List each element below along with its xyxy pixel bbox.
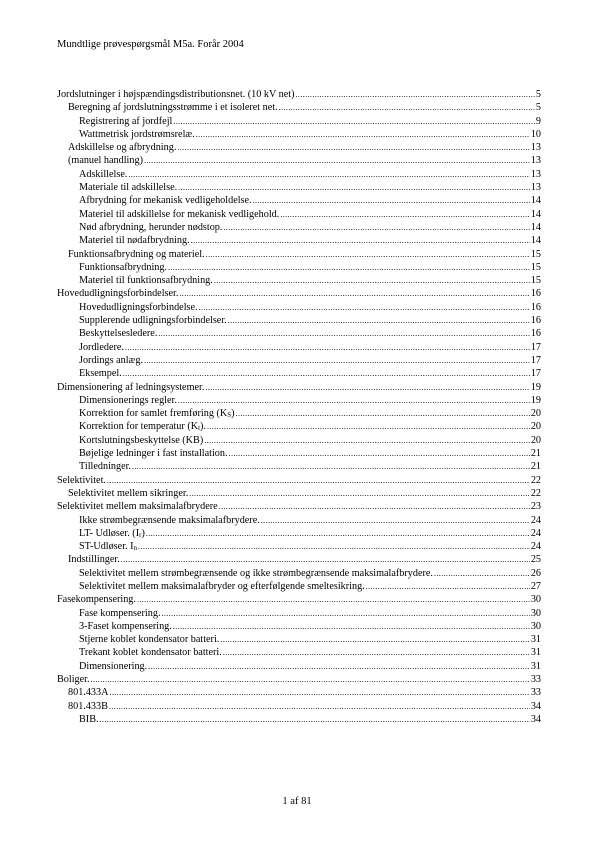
- toc-leader-dots: [178, 394, 530, 407]
- toc-entry-label: (manuel handling): [68, 155, 143, 167]
- toc-entry-label: Beskyttelsesledere.: [79, 328, 158, 340]
- toc-entry-label: Korrektion for samlet fremføring $(K_S)$: [79, 408, 235, 420]
- toc-entry[interactable]: [57, 327, 541, 340]
- toc-leader-dots: [137, 593, 530, 606]
- toc-entry-page: 16: [530, 301, 541, 313]
- toc-entry-page: 24: [530, 527, 541, 539]
- toc-entry-subscript: S: [227, 411, 232, 420]
- toc-entry[interactable]: [57, 101, 541, 114]
- toc-entry[interactable]: [57, 381, 541, 394]
- toc-leader-dots: [109, 700, 530, 713]
- toc-entry[interactable]: [57, 447, 541, 460]
- toc-entry[interactable]: [57, 580, 541, 593]
- toc-entry-label: Beregning af jordslutningsstrømme i et isoleret net.: [68, 102, 278, 114]
- toc-entry[interactable]: [57, 553, 541, 566]
- toc-entry-page: 17: [530, 368, 541, 380]
- toc-leader-dots: [178, 181, 530, 194]
- toc-entry[interactable]: [57, 500, 541, 513]
- toc-leader-dots: [196, 128, 530, 141]
- toc-entry[interactable]: [57, 620, 541, 633]
- toc-entry-label: Selektivitet mellem strømbegrænsende og ikke strømbegrænsende maksimalafbrydere.: [79, 567, 433, 579]
- toc-entry-page: 31: [530, 647, 541, 659]
- toc-entry[interactable]: [57, 407, 541, 420]
- toc-leader-dots: [173, 115, 535, 128]
- toc-entry[interactable]: [57, 700, 541, 713]
- toc-entry-page: 22: [530, 487, 541, 499]
- toc-leader-dots: [366, 580, 530, 593]
- toc-entry[interactable]: [57, 646, 541, 659]
- page-header: Mundtlige prøvespørgsmål M5a. Forår 2004: [57, 39, 244, 50]
- toc-entry-page: 19: [530, 381, 541, 393]
- toc-entry-page: 14: [530, 208, 541, 220]
- toc-entry-page: 17: [530, 341, 541, 353]
- toc-entry-label: Adskillelse.: [79, 168, 128, 180]
- toc-leader-dots: [144, 154, 530, 167]
- toc-leader-dots: [191, 234, 530, 247]
- toc-leader-dots: [100, 713, 530, 726]
- toc-entry[interactable]: [57, 221, 541, 234]
- toc-leader-dots: [123, 367, 530, 380]
- toc-entry[interactable]: [57, 514, 541, 527]
- toc-entry-page: 13: [530, 142, 541, 154]
- toc-entry-label: Dimensionering.: [79, 660, 148, 672]
- toc-leader-dots: [148, 660, 530, 673]
- toc-leader-dots: [228, 314, 530, 327]
- toc-entry-page: 20: [530, 434, 541, 446]
- toc-entry-page: 10: [530, 128, 541, 140]
- toc-leader-dots: [219, 500, 530, 513]
- toc-entry[interactable]: [57, 673, 541, 686]
- toc-entry-label: ST-Udløser. $I_n$: [79, 541, 138, 553]
- toc-leader-dots: [107, 474, 530, 487]
- toc-entry-label: Wattmetrisk jordstrømsrelæ.: [79, 128, 195, 140]
- toc-entry-page: 14: [530, 221, 541, 233]
- table-of-contents: [57, 88, 541, 726]
- toc-entry[interactable]: [57, 527, 541, 540]
- toc-leader-dots: [162, 607, 530, 620]
- toc-entry-label: Trekant koblet kondensator batteri.: [79, 647, 222, 659]
- toc-leader-dots: [125, 341, 530, 354]
- toc-entry-label: Materiel til nødafbrydning.: [79, 235, 190, 247]
- toc-entry-page: 16: [530, 288, 541, 300]
- toc-entry-label: 801.433B: [68, 700, 108, 712]
- toc-leader-dots: [189, 487, 530, 500]
- toc-entry[interactable]: [57, 540, 541, 553]
- toc-entry-label: Bøjelige ledninger i fast installation.: [79, 448, 228, 460]
- toc-entry-label: Kortslutningsbeskyttelse (KB): [79, 434, 204, 446]
- toc-entry-subscript: t: [198, 424, 201, 433]
- toc-entry[interactable]: [57, 487, 541, 500]
- toc-entry-subscript: r: [139, 530, 142, 539]
- toc-entry[interactable]: [57, 420, 541, 433]
- toc-entry[interactable]: [57, 181, 541, 194]
- toc-entry[interactable]: [57, 194, 541, 207]
- toc-entry-page: 5: [535, 89, 541, 100]
- toc-entry-page: 34: [530, 713, 541, 725]
- toc-leader-dots: [109, 686, 529, 699]
- toc-leader-dots: [173, 620, 530, 633]
- toc-leader-dots: [220, 633, 529, 646]
- toc-entry-label: Supplerende udligningsforbindelser.: [79, 315, 227, 327]
- toc-leader-dots: [296, 88, 535, 101]
- toc-entry[interactable]: [57, 460, 541, 473]
- toc-entry-label: Hovedudligningsforbindelse.: [79, 301, 198, 313]
- toc-entry[interactable]: [57, 128, 541, 141]
- toc-entry-label: Selektivitet mellem maksimalafbrydere: [57, 501, 218, 513]
- toc-leader-dots: [168, 261, 530, 274]
- toc-entry-page: 30: [530, 607, 541, 619]
- toc-leader-dots: [144, 354, 530, 367]
- toc-entry-label: Dimensionering af ledningsystemer.: [57, 381, 205, 393]
- toc-entry[interactable]: [57, 88, 541, 101]
- toc-entry-label: Materiale til adskillelse.: [79, 182, 178, 194]
- toc-entry-label: Funktionsafbrydning.: [79, 261, 168, 273]
- toc-leader-dots: [138, 540, 530, 553]
- toc-leader-dots: [121, 553, 530, 566]
- toc-leader-dots: [253, 194, 530, 207]
- toc-entry-page: 16: [530, 328, 541, 340]
- toc-entry-subscript: n: [133, 544, 138, 553]
- toc-leader-dots: [146, 527, 530, 540]
- toc-entry-page: 15: [530, 275, 541, 287]
- toc-entry-page: 30: [530, 620, 541, 632]
- toc-entry[interactable]: [57, 314, 541, 327]
- toc-entry[interactable]: [57, 713, 541, 726]
- toc-entry[interactable]: [57, 434, 541, 447]
- toc-entry-label: Korrektion for temperatur $(K_t)$.: [79, 421, 206, 433]
- toc-entry[interactable]: [57, 394, 541, 407]
- toc-entry[interactable]: [57, 287, 541, 300]
- toc-entry-label: 801.433A: [68, 687, 109, 699]
- toc-entry-label: Registrering af jordfejl: [79, 115, 173, 127]
- toc-entry[interactable]: [57, 168, 541, 181]
- toc-entry-page: 24: [530, 541, 541, 553]
- toc-entry[interactable]: [57, 261, 541, 274]
- toc-leader-dots: [434, 567, 530, 580]
- toc-entry-page: 33: [530, 674, 541, 686]
- toc-entry[interactable]: [57, 234, 541, 247]
- toc-entry-page: 14: [530, 195, 541, 207]
- toc-entry-page: 23: [530, 501, 541, 513]
- toc-entry[interactable]: [57, 341, 541, 354]
- toc-entry-label: Jordslutninger i højspændingsdistributionsnet. (10 kV net): [57, 89, 295, 100]
- toc-entry-page: 9: [535, 115, 541, 127]
- toc-entry[interactable]: [57, 474, 541, 487]
- toc-leader-dots: [261, 514, 530, 527]
- toc-leader-dots: [179, 287, 529, 300]
- toc-entry[interactable]: [57, 593, 541, 606]
- toc-leader-dots: [214, 274, 530, 287]
- toc-entry-page: 31: [530, 660, 541, 672]
- toc-entry-page: 21: [530, 461, 541, 473]
- toc-leader-dots: [199, 301, 530, 314]
- toc-entry-page: 13: [530, 168, 541, 180]
- toc-entry-label: Ikke strømbegrænsende maksimalafbrydere.: [79, 514, 260, 526]
- toc-entry-label: Fasekompensering.: [57, 594, 136, 606]
- toc-entry-page: 16: [530, 315, 541, 327]
- toc-entry[interactable]: [57, 354, 541, 367]
- toc-leader-dots: [279, 101, 535, 114]
- toc-leader-dots: [91, 673, 530, 686]
- toc-entry-page: 15: [530, 248, 541, 260]
- toc-leader-dots: [206, 248, 530, 261]
- toc-entry-page: 27: [530, 580, 541, 592]
- toc-entry[interactable]: [57, 567, 541, 580]
- toc-entry-label: Jordings anlæg.: [79, 354, 143, 366]
- toc-entry-label: LT- Udløser. $(I_r)$: [79, 527, 145, 539]
- page-number: 1 af 81: [282, 796, 312, 807]
- toc-leader-dots: [132, 460, 530, 473]
- toc-entry-page: 5: [535, 102, 541, 114]
- toc-entry-page: 31: [530, 634, 541, 646]
- toc-entry-page: 26: [530, 567, 541, 579]
- toc-entry-page: 30: [530, 594, 541, 606]
- toc-entry-label: Nød afbrydning, herunder nødstop.: [79, 221, 223, 233]
- toc-entry[interactable]: [57, 248, 541, 261]
- toc-leader-dots: [280, 208, 530, 221]
- toc-leader-dots: [204, 434, 530, 447]
- toc-entry[interactable]: [57, 607, 541, 620]
- toc-entry-label: Adskillelse og afbrydning.: [68, 142, 177, 154]
- toc-entry[interactable]: [57, 633, 541, 646]
- toc-entry[interactable]: [57, 367, 541, 380]
- toc-entry-page: 15: [530, 261, 541, 273]
- toc-entry[interactable]: [57, 208, 541, 221]
- toc-entry-label: Materiel til adskillelse for mekanisk vedligehold.: [79, 208, 280, 220]
- toc-entry-page: 22: [530, 474, 541, 486]
- toc-leader-dots: [236, 407, 530, 420]
- toc-leader-dots: [207, 420, 530, 433]
- toc-entry-page: 34: [530, 700, 541, 712]
- toc-entry-page: 33: [530, 687, 541, 699]
- toc-entry[interactable]: [57, 301, 541, 314]
- toc-entry[interactable]: [57, 660, 541, 673]
- toc-entry-label: Eksempel.: [79, 368, 122, 380]
- toc-entry-label: Dimensionerings regler.: [79, 394, 177, 406]
- toc-entry-label: Materiel til funktionsafbrydning.: [79, 275, 213, 287]
- toc-entry-label: Afbrydning for mekanisk vedligeholdelse.: [79, 195, 252, 207]
- toc-entry[interactable]: [57, 686, 541, 699]
- toc-entry[interactable]: [57, 141, 541, 154]
- toc-entry-label: Indstillinger.: [68, 554, 120, 566]
- toc-entry-label: Selektivitet mellem sikringer.: [68, 487, 189, 499]
- toc-entry-page: 13: [530, 155, 541, 167]
- toc-entry-page: 24: [530, 514, 541, 526]
- toc-leader-dots: [223, 646, 530, 659]
- toc-entry-label: Stjerne koblet kondensator batteri.: [79, 634, 220, 646]
- toc-entry-label: Fase kompensering.: [79, 607, 161, 619]
- toc-entry[interactable]: [57, 154, 541, 167]
- toc-leader-dots: [128, 168, 529, 181]
- toc-leader-dots: [205, 381, 529, 394]
- toc-entry-page: 20: [530, 421, 541, 433]
- toc-leader-dots: [223, 221, 529, 234]
- toc-entry-label: Boliger.: [57, 674, 90, 686]
- toc-entry-page: 14: [530, 235, 541, 247]
- toc-entry-page: 17: [530, 354, 541, 366]
- toc-entry-label: Hovedudligningsforbindelser.: [57, 288, 179, 300]
- toc-entry-page: 21: [530, 448, 541, 460]
- toc-entry-label: BIB.: [79, 713, 99, 725]
- toc-leader-dots: [158, 327, 529, 340]
- toc-entry-label: Selektivitet.: [57, 474, 106, 486]
- toc-leader-dots: [177, 141, 529, 154]
- toc-entry-label: Selektivitet mellem maksimalafbryder og efterfølgende smeltesikring.: [79, 580, 365, 592]
- toc-entry-label: 3-Faset kompensering.: [79, 620, 172, 632]
- toc-entry-page: 19: [530, 394, 541, 406]
- toc-entry-label: Jordledere.: [79, 341, 124, 353]
- toc-entry-page: 20: [530, 408, 541, 420]
- toc-leader-dots: [229, 447, 530, 460]
- toc-entry-label: Tilledninger.: [79, 461, 131, 473]
- toc-entry-page: 25: [530, 554, 541, 566]
- toc-entry-page: 13: [530, 182, 541, 194]
- toc-entry[interactable]: [57, 115, 541, 128]
- toc-entry[interactable]: [57, 274, 541, 287]
- toc-entry-label: Funktionsafbrydning og materiel.: [68, 248, 205, 260]
